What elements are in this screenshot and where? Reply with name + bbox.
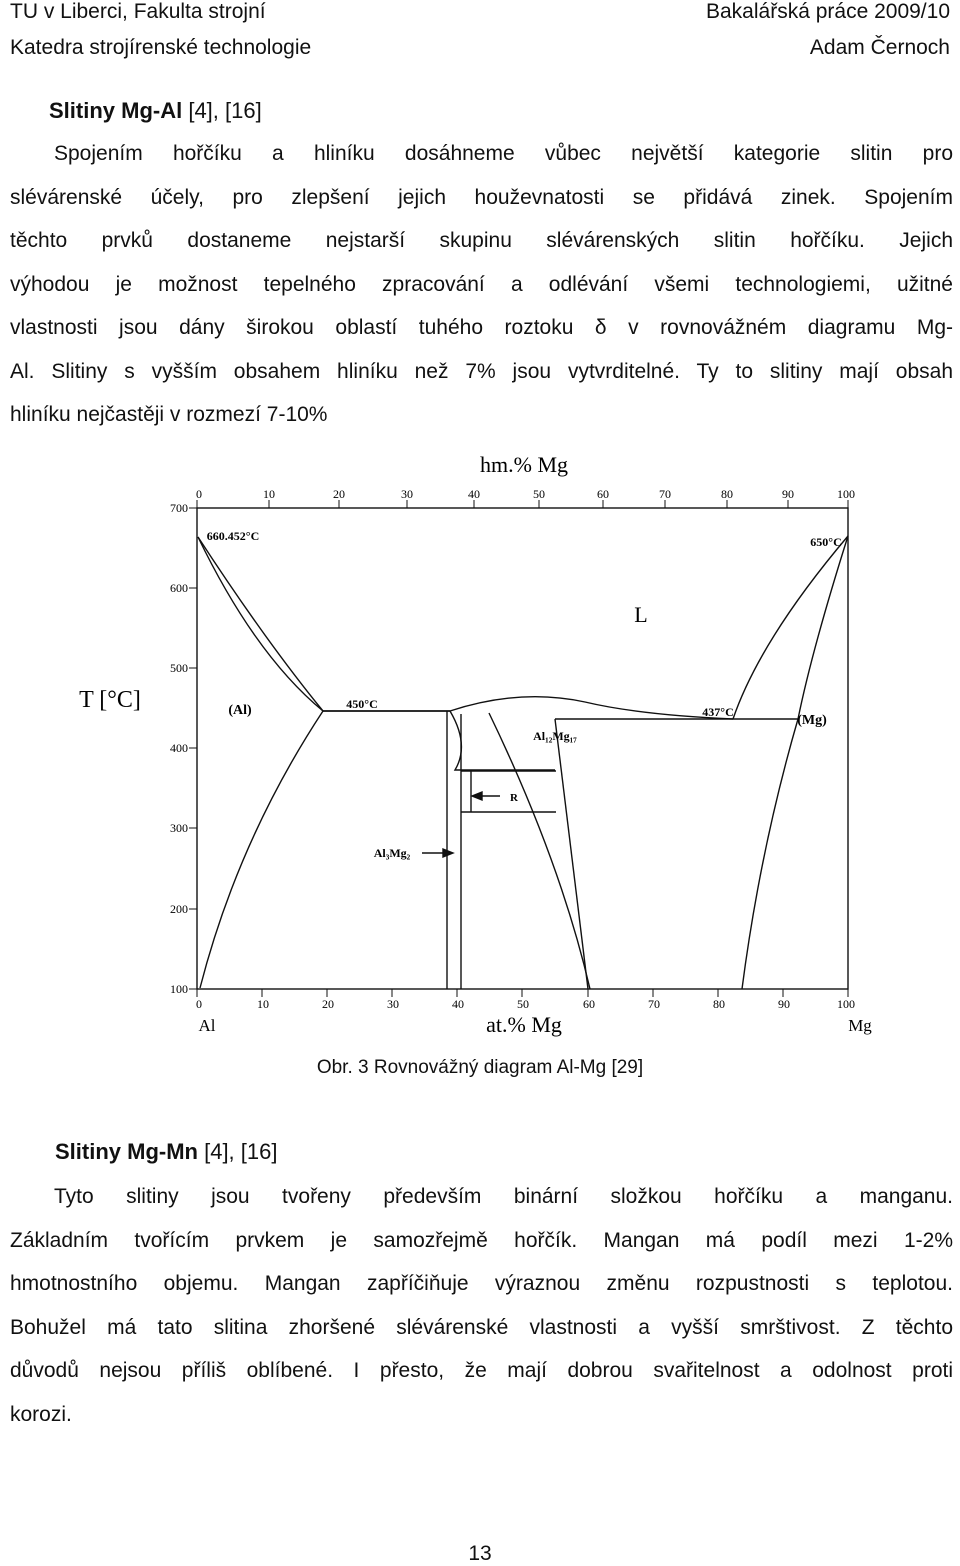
bottom-tick-label: 90 xyxy=(778,997,790,1011)
al-solidus xyxy=(198,537,323,711)
y-tick-label: 200 xyxy=(170,902,188,916)
paragraph-mg-mn xyxy=(10,1175,953,1436)
text-line: Spojením hořčíku a hliníku dosáhneme vůbec největší kategorie slitin pro xyxy=(54,142,953,165)
al12mg17-label: Al₁₂Mg₁₇ xyxy=(533,729,577,743)
bottom-tick-label: 80 xyxy=(713,997,725,1011)
top-tick-label: 20 xyxy=(333,487,345,501)
text-line: vlastnosti jsou dány širokou oblastí tuhého roztoku δ v rovnovážném diagramu Mg- xyxy=(10,316,953,339)
al12mg17-left xyxy=(489,713,590,989)
bottom-tick-label: 30 xyxy=(387,997,399,1011)
section-heading-mg-al xyxy=(49,98,262,124)
header-thesis: Bakalářská práce 2009/10 xyxy=(706,0,950,23)
r-phase-arrow xyxy=(472,792,482,800)
bottom-tick-label: 10 xyxy=(257,997,269,1011)
bottom-tick-label: 20 xyxy=(322,997,334,1011)
page-number: 13 xyxy=(468,1542,492,1565)
section-heading-mg-mn xyxy=(55,1139,277,1165)
top-tick-label: 30 xyxy=(401,487,413,501)
top-tick-label: 80 xyxy=(721,487,733,501)
bottom-axis-label: at.% Mg xyxy=(486,1012,562,1037)
paragraph-mg-al xyxy=(10,132,953,437)
bottom-tick-label: 40 xyxy=(452,997,464,1011)
y-tick-label: 500 xyxy=(170,661,188,675)
liquid-phase-label: L xyxy=(634,602,648,627)
header-faculty: TU v Liberci, Fakulta strojní xyxy=(10,0,266,23)
header-author: Adam Černoch xyxy=(809,36,950,59)
text-line: slévárenské účely, pro zlepšení jejich houževnatosti se přidává zinek. Spojením xyxy=(10,185,953,209)
text-line: Tyto slitiny jsou tvořeny především binární složkou hořčíku a manganu. xyxy=(54,1185,953,1208)
text-line: hliníku nejčastěji v rozmezí 7-10% xyxy=(10,403,328,426)
y-tick-label: 300 xyxy=(170,821,188,835)
top-tick-label: 100 xyxy=(837,487,855,501)
top-tick-label: 70 xyxy=(659,487,671,501)
bottom-tick-label: 50 xyxy=(517,997,529,1011)
al12mg17-right xyxy=(555,719,588,989)
top-axis-label: hm.% Mg xyxy=(480,452,568,477)
text-line: důvodů nejsou příliš oblíbené. I přesto, že mají dobrou svařitelnost a odolnost proti xyxy=(10,1359,953,1382)
liquidus-left xyxy=(198,537,323,711)
al-solvus xyxy=(200,711,323,988)
top-tick-label: 10 xyxy=(263,487,275,501)
mg-melting-point-label: 650°C xyxy=(810,535,842,549)
text-line: Základním tvořícím prvkem je samozřejmě hořčík. Mangan má podíl mezi 1-2% xyxy=(10,1228,953,1252)
y-tick-label: 400 xyxy=(170,741,188,755)
text-line: korozi. xyxy=(10,1402,72,1426)
mg-solidus xyxy=(798,536,848,719)
bottom-tick-label: 70 xyxy=(648,997,660,1011)
text-line: výhodou je možnost tepelného zpracování a odlévání všemi technologiemi, užitné xyxy=(10,272,953,296)
bottom-tick-label: 60 xyxy=(583,997,595,1011)
liquidus-middle xyxy=(323,697,733,719)
al3mg2-label: Al₃Mg₂ xyxy=(373,846,411,860)
left-element-label: Al xyxy=(198,1016,216,1035)
figure-caption: Obr. 3 Rovnovážný diagram Al-Mg [29] xyxy=(316,1057,644,1078)
liquidus-right xyxy=(733,536,848,719)
eutectic-437-label: 437°C xyxy=(702,705,734,719)
top-tick-label: 60 xyxy=(597,487,609,501)
y-tick-label: 100 xyxy=(170,982,188,996)
y-axis-label: T [°C] xyxy=(79,687,141,713)
y-tick-label: 700 xyxy=(170,501,188,515)
phase-diagram xyxy=(79,448,880,1048)
al3mg2-arrow xyxy=(443,849,453,857)
section-refs: [4], [16] xyxy=(197,1139,278,1164)
section-title: Slitiny Mg-Al xyxy=(49,98,183,123)
header-department: Katedra strojírenské technologie xyxy=(10,36,312,59)
r-phase-label: R xyxy=(510,792,518,804)
text-line: Bohužel má tato slitina zhoršené slévárenské vlastnosti a vyšší smrštivost. Z těchto xyxy=(10,1315,953,1339)
top-tick-label: 90 xyxy=(782,487,794,501)
eutectic-450-label: 450°C xyxy=(346,697,378,711)
bottom-tick-label: 100 xyxy=(837,997,855,1011)
al-melting-point-label: 660.452°C xyxy=(206,529,260,543)
top-tick-label: 50 xyxy=(533,487,545,501)
text-line: těchto prvků dostaneme nejstarší skupinu slévárenských slitin hořčíku. Jejich xyxy=(10,229,953,252)
al-phase-label: (Al) xyxy=(228,703,252,718)
right-element-label: Mg xyxy=(848,1016,872,1035)
top-tick-label: 40 xyxy=(468,487,480,501)
bottom-tick-label: 0 xyxy=(196,997,202,1011)
section-title: Slitiny Mg-Mn xyxy=(55,1139,198,1164)
y-tick-label: 600 xyxy=(170,581,188,595)
text-line: Al. Slitiny s vyšším obsahem hliníku než 7% jsou vytvrditelné. Ty to slitiny mají obsah xyxy=(10,359,953,383)
text-line: hmotnostního objemu. Mangan zapříčiňuje výraznou změnu rozpustnosti s teplotou. xyxy=(10,1272,953,1295)
mg-solvus xyxy=(742,719,798,989)
section-refs: [4], [16] xyxy=(182,98,262,123)
top-tick-label: 0 xyxy=(196,487,202,501)
mg-phase-label: (Mg) xyxy=(797,713,827,728)
